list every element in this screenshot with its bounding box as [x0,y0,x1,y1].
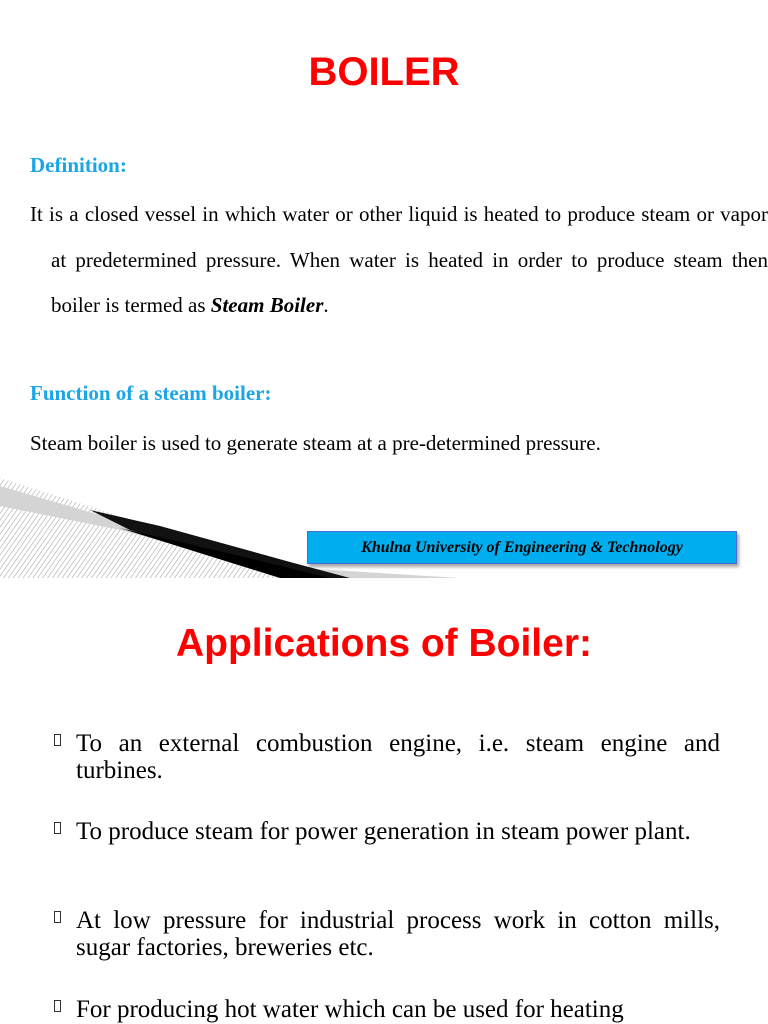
bullet-icon [54,1000,61,1012]
definition-period: . [323,293,329,317]
definition-text: It is a closed vessel in which water or other liquid is heated to produce steam or vapor at predetermined pressure. When water is heated in order to produce steam then boiler is termed as [30,202,768,317]
list-item-text: To produce steam for power generation in steam power plant. [76,818,691,845]
list-item [54,730,720,784]
list-item [54,907,720,961]
slide-applications [0,588,768,1024]
slide-title: Applications of Boiler: [175,622,592,665]
list-item-text: At low pressure for industrial process work in cotton mills, sugar factories, breweries etc. [76,907,720,961]
slide-divider [0,578,768,588]
definition-heading: Definition: [30,153,127,177]
list-item-text: To an external combustion engine, i.e. steam engine and turbines. [76,730,720,784]
list-item [54,818,720,845]
function-paragraph: Steam boiler is used to generate steam at a pre-determined pressure. [30,431,601,455]
list-item [54,996,720,1023]
definition-paragraph [30,192,768,329]
list-item-text: For producing hot water which can be used for heating [76,996,624,1023]
bullet-icon [54,911,61,923]
function-heading: Function of a steam boiler: [30,381,272,405]
steam-boiler-term: Steam Boiler [210,293,324,317]
university-banner: Khulna University of Engineering & Technology [307,531,737,564]
bullet-icon [54,822,61,834]
bullet-icon [54,734,61,746]
slide-title: BOILER [308,50,460,94]
